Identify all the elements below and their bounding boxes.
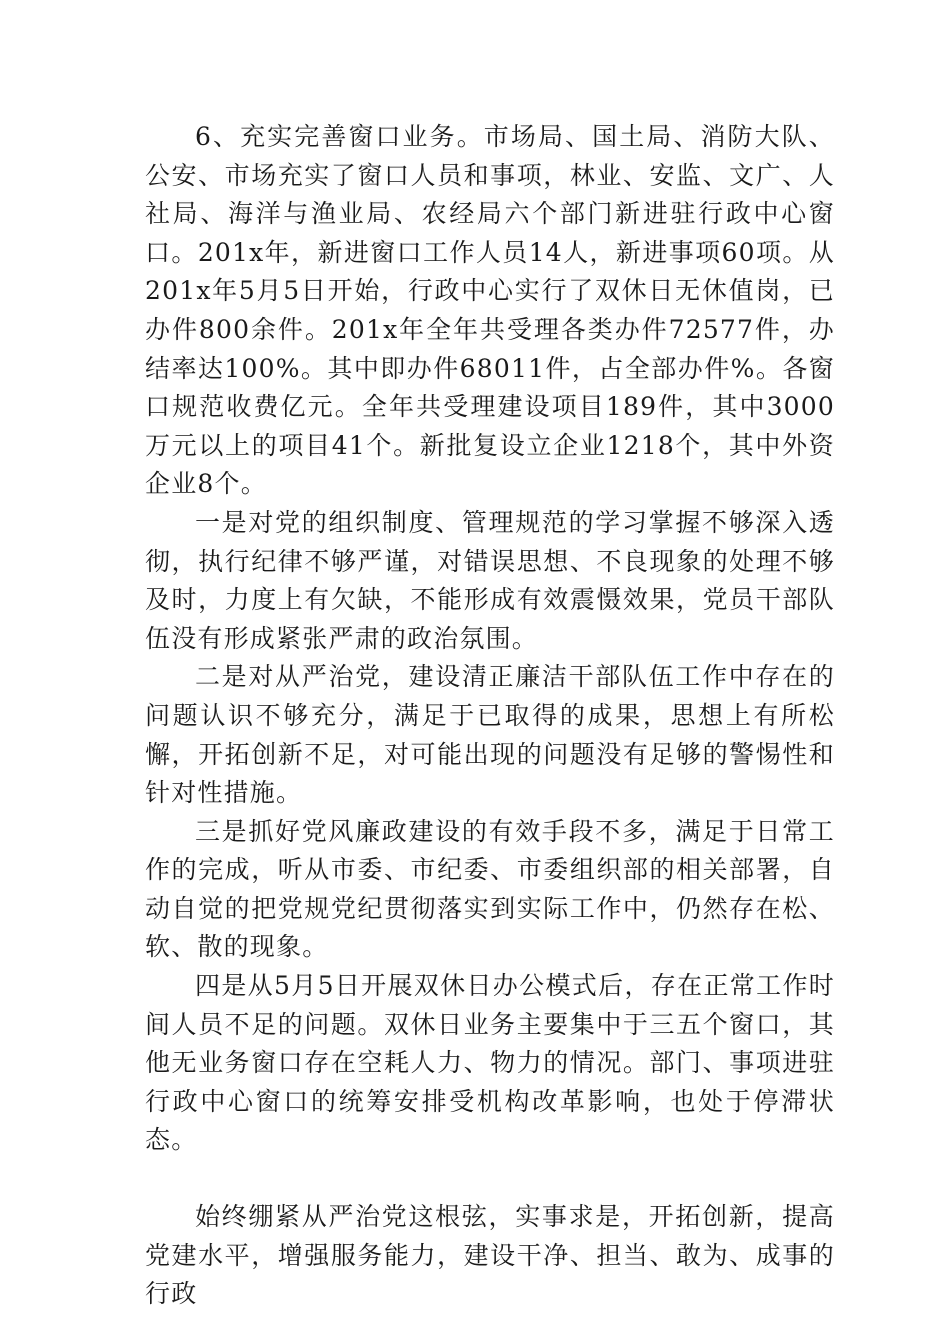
document-body <box>145 118 835 1314</box>
paragraph-issue-one: 一是对党的组织制度、管理规范的学习掌握不够深入透彻，执行纪律不够严谨，对错误思想、不良现象的处理不够及时，力度上有欠缺，不能形成有效震慑效果，党员干部队伍没有形成紧张严肃的政治氛围。 <box>145 507 835 653</box>
paragraph-issue-four: 四是从5月5日开展双休日办公模式后，存在正常工作时间人员不足的问题。双休日业务主要集中于三五个窗口，其他无业务窗口存在空耗人力、物力的情况。部门、事项进驻行政中心窗口的统筹安排受机构改革影响，也处于停滞状态。 <box>145 971 835 1155</box>
paragraph-closing: 始终绷紧从严治党这根弦，实事求是，开拓创新，提高党建水平，增强服务能力，建设干净、担当、敢为、成事的行政 <box>145 1202 835 1309</box>
paragraph-spacer <box>145 1160 835 1198</box>
paragraph-issue-two: 二是对从严治党，建设清正廉洁干部队伍工作中存在的问题认识不够充分，满足于已取得的成果，思想上有所松懈，开拓创新不足，对可能出现的问题没有足够的警惕性和针对性措施。 <box>145 662 835 808</box>
paragraph-issue-three: 三是抓好党风廉政建设的有效手段不多，满足于日常工作的完成，听从市委、市纪委、市委组织部的相关部署，自动自觉的把党规党纪贯彻落实到实际工作中，仍然存在松、软、散的现象。 <box>145 816 835 962</box>
paragraph-window-services: 6、充实完善窗口业务。市场局、国土局、消防大队、公安、市场充实了窗口人员和事项，林业、安监、文广、人社局、海洋与渔业局、农经局六个部门新进驻行政中心窗口。201x年，新进窗口工作人员14人，新进事项60项。从201x年5月5日开始，行政中心实行了双休日无休值岗，已办件800余件。201x年全年共受理各类办件72577件，办结率达100%。其中即办件68011件，占全部办件%。各窗口规范收费亿元。全年共受理建设项目189件，其中3000万元以上的项目41个。新批复设立企业1218个，其中外资企业8个。 <box>145 122 835 499</box>
